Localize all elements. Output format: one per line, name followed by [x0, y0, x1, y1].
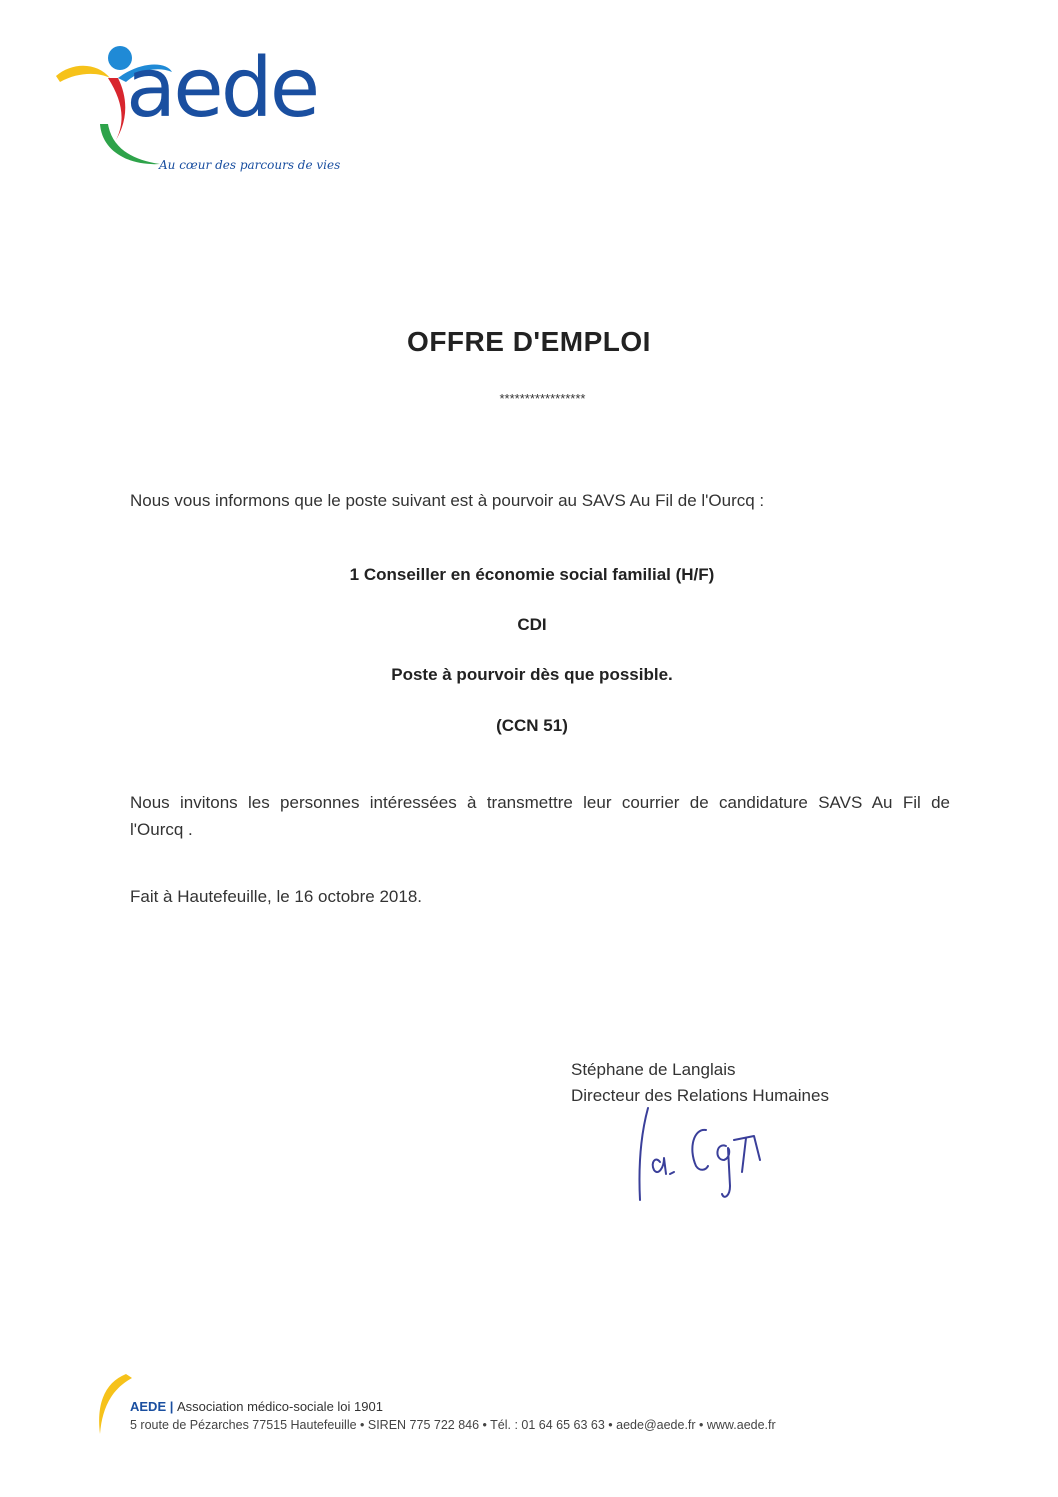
logo-wordmark: aede: [126, 41, 318, 136]
footer-org-name: AEDE: [130, 1399, 167, 1414]
date-place: Fait à Hautefeuille, le 16 octobre 2018.: [130, 887, 423, 906]
footer-organization: AEDE | Association médico-sociale loi 1901: [130, 1399, 383, 1414]
aede-logo: [52, 40, 352, 185]
footer-address: 5 route de Pézarches 77515 Hautefeuille • SIREN 775 722 846 • Tél. : 01 64 65 63 63 • aede@aede.fr • www.aede.fr: [130, 1418, 776, 1432]
signatory-name: Stéphane de Langlais: [571, 1060, 736, 1079]
contract-type: CDI: [517, 615, 547, 634]
signature-icon: [630, 1100, 780, 1210]
footer-logo-swoosh-icon: [92, 1370, 132, 1445]
handwritten-signature: [630, 1100, 780, 1215]
invite-paragraph: [130, 789, 950, 843]
convention-text: (CCN 51): [496, 716, 568, 735]
invite-line-2: l'Ourcq .: [130, 820, 193, 839]
intro-text: Nous vous informons que le poste suivant est à pourvoir au SAVS Au Fil de l'Ourcq :: [130, 491, 765, 510]
position-title: 1 Conseiller en économie social familial (H/F): [349, 565, 715, 584]
title-separator: *****************: [499, 391, 586, 406]
logo-tagline: Au cœur des parcours de vies: [159, 158, 341, 172]
signatory-role: Directeur des Relations Humaines: [571, 1086, 829, 1105]
availability-text: Poste à pourvoir dès que possible.: [391, 665, 673, 684]
page-title: OFFRE D'EMPLOI: [407, 326, 651, 357]
invite-line-1: Nous invitons les personnes intéressées à transmettre leur courrier de candidature SAVS Au Fil de: [130, 793, 950, 812]
footer-org-desc: Association médico-sociale loi 1901: [177, 1399, 383, 1414]
